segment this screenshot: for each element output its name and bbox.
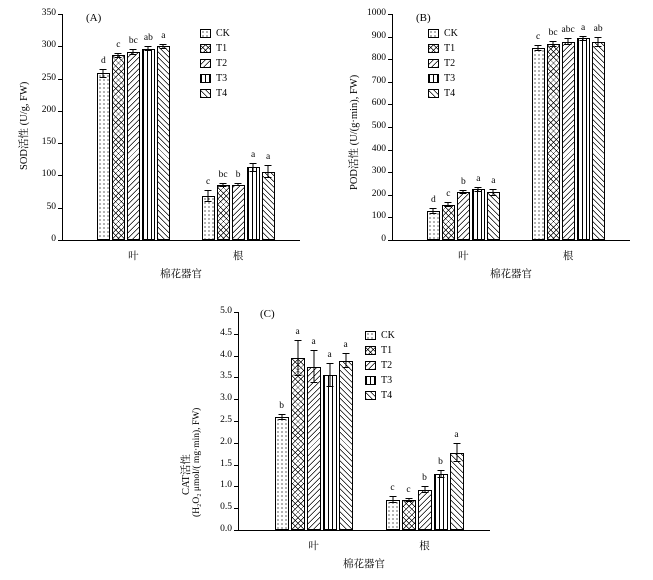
y-tick-label: 800 (371, 53, 386, 63)
legend-swatch-t1 (200, 44, 211, 53)
y-tick-label: 400 (371, 144, 386, 154)
panel-label-a: (A) (86, 12, 102, 24)
error-bar (388, 496, 398, 504)
error-bar (128, 49, 138, 56)
significance-label: a (250, 149, 256, 160)
legend-item-t3 (428, 73, 458, 84)
error-bar (488, 189, 498, 196)
y-tick-label: 100 (371, 211, 386, 221)
y-tick-label: 1000 (367, 8, 386, 18)
y-tick (58, 208, 62, 209)
error-bar (436, 470, 446, 479)
y-tick-label: 50 (46, 202, 56, 212)
y-tick-label: 900 (371, 31, 386, 41)
legend-label: T2 (216, 58, 228, 69)
y-tick (58, 111, 62, 112)
y-tick-label: 200 (371, 189, 386, 199)
y-tick-label: 0 (381, 234, 386, 244)
error-bar (473, 187, 483, 192)
significance-label: b (461, 177, 466, 188)
bar-叶-T4 (157, 46, 170, 240)
y-tick-label: 500 (371, 121, 386, 131)
legend-swatch-ck (428, 29, 439, 38)
error-bar (143, 46, 153, 51)
bar-根-T3 (247, 167, 260, 240)
significance-label: c (116, 39, 121, 50)
legend-label: CK (444, 28, 458, 39)
error-bar (593, 37, 603, 47)
legend-label: T1 (216, 43, 228, 54)
legend-label: CK (216, 28, 230, 39)
x-axis (62, 240, 300, 241)
legend-swatch-t4 (365, 391, 376, 400)
y-tick (58, 175, 62, 176)
y-tick (388, 150, 392, 151)
significance-label: a (580, 22, 586, 33)
y-tick-label: 0 (51, 234, 56, 244)
y-tick (58, 143, 62, 144)
bar-根-T1 (217, 185, 230, 240)
y-axis (238, 312, 239, 530)
y-tick-label: 3.5 (220, 371, 232, 381)
significance-label: d (101, 55, 106, 66)
error-bar (203, 190, 213, 203)
legend-swatch-t3 (428, 74, 439, 83)
y-tick (234, 486, 238, 487)
x-axis-title: 棉花器官 (343, 559, 385, 570)
legend-item-t4 (428, 88, 458, 99)
y-tick-label: 1.0 (220, 480, 232, 490)
significance-label: ab (593, 24, 603, 35)
significance-label: b (438, 456, 443, 467)
x-axis-title: 棉花器官 (160, 269, 202, 280)
y-tick (234, 443, 238, 444)
chart-panel-b (330, 0, 653, 290)
bar-叶-T1 (442, 205, 455, 241)
bar-根-T3 (434, 474, 448, 530)
bar-根-T2 (232, 185, 245, 241)
significance-label: c (205, 176, 211, 187)
legend-label: T3 (216, 73, 228, 84)
legend-item-t4 (365, 390, 395, 401)
y-tick (234, 465, 238, 466)
bar-根-T4 (592, 42, 605, 240)
significance-label: b (422, 473, 427, 483)
y-tick (58, 240, 62, 241)
error-bar (578, 36, 588, 41)
y-tick (388, 217, 392, 218)
y-tick-label: 150 (41, 137, 56, 147)
y-tick (58, 79, 62, 80)
x-axis (392, 240, 630, 241)
bar-叶-T2 (457, 192, 470, 240)
y-tick-label: 100 (41, 169, 56, 179)
y-tick (388, 82, 392, 83)
error-bar (563, 38, 573, 45)
bar-根-CK (532, 48, 545, 240)
legend-label: T4 (444, 88, 456, 99)
error-bar (325, 363, 335, 387)
legend-item-t2 (200, 58, 230, 69)
bar-叶-T1 (112, 55, 125, 240)
legend-swatch-ck (200, 29, 211, 38)
significance-label: c (406, 485, 411, 496)
error-bar (341, 353, 351, 368)
y-tick-label: 4.0 (220, 350, 232, 360)
error-bar (404, 498, 414, 502)
y-tick-label: 350 (41, 8, 56, 18)
y-tick (388, 240, 392, 241)
legend-swatch-t4 (200, 89, 211, 98)
y-tick (388, 127, 392, 128)
significance-label: b (279, 400, 284, 411)
legend-swatch-t1 (428, 44, 439, 53)
x-axis (238, 530, 490, 531)
error-bar (452, 443, 462, 462)
y-tick-label: 4.5 (220, 328, 232, 338)
y-tick-label: 0.0 (220, 524, 232, 534)
error-bar (218, 183, 228, 187)
legend-item-t3 (365, 375, 395, 386)
significance-label: a (311, 336, 316, 347)
legend (200, 28, 230, 103)
x-tick-label: 叶 (128, 251, 139, 262)
legend-item-t2 (365, 360, 395, 371)
significance-label: a (295, 326, 300, 337)
y-axis-title-sub: (H₂O₂ μmol/( mg·min), FW) (192, 407, 202, 517)
y-tick (58, 14, 62, 15)
legend-label: T4 (381, 390, 393, 401)
bar-根-CK (386, 500, 400, 531)
bar-叶-T3 (142, 49, 155, 240)
bar-根-CK (202, 196, 215, 240)
bar-叶-CK (275, 417, 289, 530)
legend-item-t2 (428, 58, 458, 69)
y-tick-label: 300 (41, 40, 56, 50)
chart-panel-a (0, 0, 330, 290)
y-tick-label: 5.0 (220, 306, 232, 316)
error-bar (263, 165, 273, 178)
legend-swatch-t2 (428, 59, 439, 68)
significance-label: a (161, 30, 166, 41)
bar-叶-T4 (487, 192, 500, 240)
significance-label: ab (143, 33, 153, 44)
significance-label: bc (548, 27, 558, 38)
legend-label: CK (381, 330, 395, 341)
error-bar (548, 41, 558, 47)
error-bar (98, 69, 108, 78)
significance-label: a (265, 152, 271, 163)
x-tick-label: 叶 (308, 541, 319, 552)
legend-swatch-t3 (200, 74, 211, 83)
y-tick (234, 334, 238, 335)
legend-swatch-t4 (428, 89, 439, 98)
y-axis (392, 14, 393, 240)
y-tick-label: 200 (41, 105, 56, 115)
y-tick (234, 377, 238, 378)
y-tick-label: 2.5 (220, 415, 232, 425)
bar-叶-T4 (339, 361, 353, 530)
bar-叶-T3 (472, 189, 485, 240)
y-tick-label: 2.0 (220, 437, 232, 447)
legend-item-t1 (200, 43, 230, 54)
significance-label: c (390, 482, 395, 493)
significance-label: a (476, 173, 481, 184)
y-tick (388, 59, 392, 60)
y-tick (234, 399, 238, 400)
legend (428, 28, 458, 103)
y-tick (388, 37, 392, 38)
significance-label: bc (218, 170, 228, 181)
error-bar (293, 340, 303, 377)
error-bar (458, 190, 468, 194)
error-bar (428, 208, 438, 215)
significance-label: bc (128, 35, 138, 46)
bar-根-T4 (450, 453, 464, 530)
bar-根-T2 (418, 490, 432, 531)
legend-label: T1 (381, 345, 393, 356)
y-tick (234, 421, 238, 422)
y-tick (388, 195, 392, 196)
y-tick-label: 0.5 (220, 502, 232, 512)
legend-label: T1 (444, 43, 456, 54)
y-tick (234, 508, 238, 509)
y-tick (388, 104, 392, 105)
y-tick-label: 300 (371, 166, 386, 176)
error-bar (158, 44, 168, 49)
significance-label: a (454, 430, 459, 441)
bar-叶-CK (427, 211, 440, 240)
significance-label: b (235, 169, 241, 180)
error-bar (248, 163, 258, 172)
legend-swatch-t1 (365, 346, 376, 355)
y-axis-title: CAT活性 (181, 454, 192, 495)
legend-item-t4 (200, 88, 230, 99)
bar-叶-T2 (307, 367, 321, 531)
legend-label: T3 (444, 73, 456, 84)
significance-label: c (446, 189, 451, 199)
y-axis (62, 14, 63, 240)
y-tick (58, 46, 62, 47)
y-axis-title: POD活性 (U/(g·min), FW) (349, 74, 360, 190)
y-tick-label: 250 (41, 73, 56, 83)
legend (365, 330, 395, 405)
legend-item-t3 (200, 73, 230, 84)
bar-叶-T3 (323, 375, 337, 530)
bar-叶-T2 (127, 52, 140, 240)
error-bar (420, 486, 430, 493)
significance-label: d (431, 194, 436, 205)
significance-label: abc (561, 25, 575, 35)
y-tick (234, 356, 238, 357)
error-bar (309, 350, 319, 383)
y-tick-label: 600 (371, 98, 386, 108)
legend-label: T3 (381, 375, 393, 386)
legend-item-ck (428, 28, 458, 39)
chart-panel-c (160, 290, 560, 580)
legend-swatch-ck (365, 331, 376, 340)
legend-item-t1 (428, 43, 458, 54)
bar-根-T3 (577, 38, 590, 240)
bar-叶-CK (97, 73, 110, 240)
significance-label: a (327, 350, 332, 360)
x-tick-label: 根 (419, 541, 430, 552)
legend-label: T2 (444, 58, 456, 69)
bar-根-T1 (402, 500, 416, 530)
y-tick (388, 14, 392, 15)
error-bar (233, 183, 243, 187)
significance-label: a (343, 340, 348, 351)
legend-swatch-t2 (365, 361, 376, 370)
y-tick-label: 3.0 (220, 393, 232, 403)
x-tick-label: 根 (232, 251, 244, 262)
significance-label: c (535, 31, 541, 42)
bar-根-T2 (562, 42, 575, 240)
y-tick-label: 1.5 (220, 459, 232, 469)
panel-label-c: (C) (260, 308, 275, 320)
x-tick-label: 根 (562, 251, 574, 262)
significance-label: a (491, 175, 496, 186)
legend-item-t1 (365, 345, 395, 356)
y-axis-title: SOD活性 (U/g, FW) (19, 81, 30, 170)
y-tick (388, 172, 392, 173)
x-axis-title: 棉花器官 (490, 269, 532, 280)
bar-根-T4 (262, 172, 275, 240)
y-tick-label: 700 (371, 76, 386, 86)
legend-item-ck (200, 28, 230, 39)
error-bar (277, 414, 287, 420)
error-bar (113, 53, 123, 58)
x-tick-label: 叶 (458, 251, 469, 262)
legend-swatch-t3 (365, 376, 376, 385)
legend-label: T2 (381, 360, 393, 371)
bar-叶-T1 (291, 358, 305, 530)
legend-label: T4 (216, 88, 228, 99)
y-tick (234, 530, 238, 531)
error-bar (533, 45, 543, 51)
y-tick (234, 312, 238, 313)
legend-swatch-t2 (200, 59, 211, 68)
legend-item-ck (365, 330, 395, 341)
error-bar (443, 202, 453, 207)
bar-根-T1 (547, 44, 560, 240)
panel-label-b: (B) (416, 12, 431, 24)
